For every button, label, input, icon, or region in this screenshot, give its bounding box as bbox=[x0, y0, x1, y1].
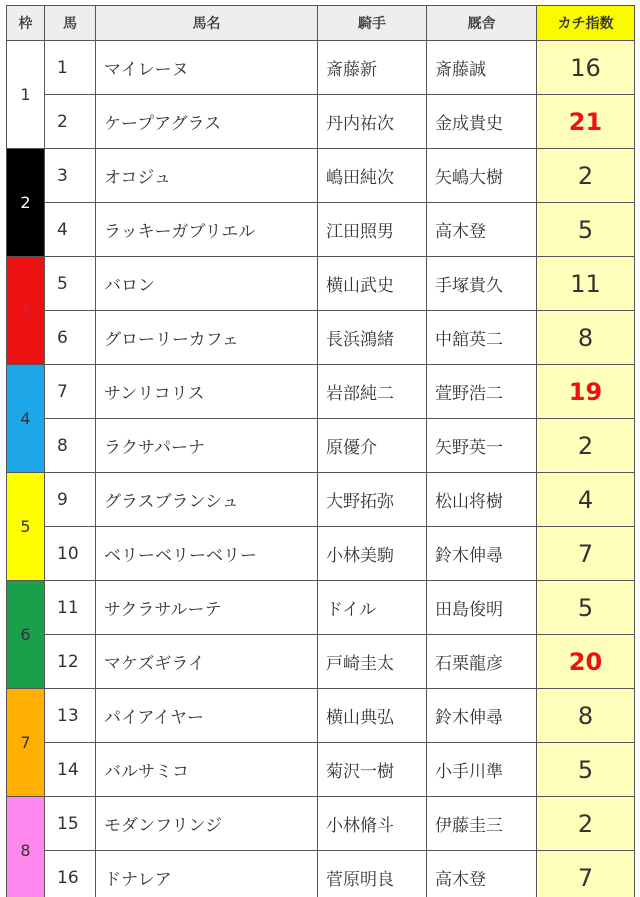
jockey-name: 小林脩斗 bbox=[318, 797, 427, 851]
jockey-name: 岩部純二 bbox=[318, 365, 427, 419]
kachi-index: 21 bbox=[537, 95, 635, 149]
waku-cell-2: 2 bbox=[7, 149, 45, 257]
horse-name: ラッキーガブリエル bbox=[96, 203, 318, 257]
kachi-index: 5 bbox=[537, 581, 635, 635]
kachi-index: 2 bbox=[537, 797, 635, 851]
horse-number: 8 bbox=[45, 419, 96, 473]
trainer-name: 石栗龍彦 bbox=[427, 635, 537, 689]
waku-cell-8: 8 bbox=[7, 797, 45, 897]
trainer-name: 小手川準 bbox=[427, 743, 537, 797]
jockey-name: 菊沢一樹 bbox=[318, 743, 427, 797]
entry-rows bbox=[7, 41, 635, 897]
table-row bbox=[7, 743, 635, 797]
trainer-name: 金成貴史 bbox=[427, 95, 537, 149]
jockey-name: 原優介 bbox=[318, 419, 427, 473]
horse-name: パイアイヤー bbox=[96, 689, 318, 743]
header-uma: 馬 bbox=[45, 6, 96, 41]
kachi-index: 5 bbox=[537, 743, 635, 797]
table-row bbox=[7, 635, 635, 689]
jockey-name: 丹内祐次 bbox=[318, 95, 427, 149]
jockey-name: 横山典弘 bbox=[318, 689, 427, 743]
trainer-name: 高木登 bbox=[427, 851, 537, 897]
kachi-index: 5 bbox=[537, 203, 635, 257]
horse-number: 4 bbox=[45, 203, 96, 257]
kachi-index: 2 bbox=[537, 419, 635, 473]
jockey-name: 戸崎圭太 bbox=[318, 635, 427, 689]
kachi-index: 2 bbox=[537, 149, 635, 203]
kachi-index: 7 bbox=[537, 527, 635, 581]
kachi-index: 7 bbox=[537, 851, 635, 897]
horse-name: ケープアグラス bbox=[96, 95, 318, 149]
jockey-name: 江田照男 bbox=[318, 203, 427, 257]
horse-name: グローリーカフェ bbox=[96, 311, 318, 365]
waku-cell-1: 1 bbox=[7, 41, 45, 149]
table-row bbox=[7, 365, 635, 419]
horse-number: 7 bbox=[45, 365, 96, 419]
horse-number: 16 bbox=[45, 851, 96, 897]
table-row bbox=[7, 689, 635, 743]
kachi-index: 11 bbox=[537, 257, 635, 311]
header-bamei: 馬名 bbox=[96, 6, 318, 41]
table-row bbox=[7, 797, 635, 851]
horse-name: マケズギライ bbox=[96, 635, 318, 689]
kachi-index: 16 bbox=[537, 41, 635, 95]
horse-number: 6 bbox=[45, 311, 96, 365]
horse-number: 15 bbox=[45, 797, 96, 851]
trainer-name: 田島俊明 bbox=[427, 581, 537, 635]
horse-name: グラスブランシュ bbox=[96, 473, 318, 527]
kachi-index: 19 bbox=[537, 365, 635, 419]
jockey-name: 斎藤新 bbox=[318, 41, 427, 95]
header-kishu: 騎手 bbox=[318, 6, 427, 41]
horse-name: サンリコリス bbox=[96, 365, 318, 419]
kachi-index: 20 bbox=[537, 635, 635, 689]
horse-name: サクラサルーテ bbox=[96, 581, 318, 635]
table-row bbox=[7, 311, 635, 365]
horse-number: 13 bbox=[45, 689, 96, 743]
trainer-name: 矢嶋大樹 bbox=[427, 149, 537, 203]
header-kachi: カチ指数 bbox=[537, 6, 635, 41]
table-row bbox=[7, 473, 635, 527]
table-row bbox=[7, 203, 635, 257]
trainer-name: 中舘英二 bbox=[427, 311, 537, 365]
waku-cell-6: 6 bbox=[7, 581, 45, 689]
horse-number: 9 bbox=[45, 473, 96, 527]
waku-cell-4: 4 bbox=[7, 365, 45, 473]
header-row bbox=[7, 6, 635, 41]
race-entry-table bbox=[6, 5, 635, 897]
waku-cell-7: 7 bbox=[7, 689, 45, 797]
trainer-name: 松山将樹 bbox=[427, 473, 537, 527]
horse-number: 10 bbox=[45, 527, 96, 581]
table-row bbox=[7, 527, 635, 581]
horse-number: 5 bbox=[45, 257, 96, 311]
table-row bbox=[7, 851, 635, 897]
jockey-name: 長浜鴻緒 bbox=[318, 311, 427, 365]
header-kyusha: 厩舎 bbox=[427, 6, 537, 41]
trainer-name: 手塚貴久 bbox=[427, 257, 537, 311]
jockey-name: 大野拓弥 bbox=[318, 473, 427, 527]
horse-number: 11 bbox=[45, 581, 96, 635]
table-row bbox=[7, 95, 635, 149]
horse-name: バルサミコ bbox=[96, 743, 318, 797]
jockey-name: 菅原明良 bbox=[318, 851, 427, 897]
trainer-name: 矢野英一 bbox=[427, 419, 537, 473]
jockey-name: 小林美駒 bbox=[318, 527, 427, 581]
horse-name: ドナレア bbox=[96, 851, 318, 897]
horse-name: ラクサパーナ bbox=[96, 419, 318, 473]
table-row bbox=[7, 149, 635, 203]
horse-name: マイレーヌ bbox=[96, 41, 318, 95]
table-row bbox=[7, 581, 635, 635]
header-waku: 枠 bbox=[7, 6, 45, 41]
horse-name: バロン bbox=[96, 257, 318, 311]
horse-name: モダンフリンジ bbox=[96, 797, 318, 851]
trainer-name: 鈴木伸尋 bbox=[427, 689, 537, 743]
trainer-name: 高木登 bbox=[427, 203, 537, 257]
trainer-name: 斎藤誠 bbox=[427, 41, 537, 95]
horse-name: オコジュ bbox=[96, 149, 318, 203]
horse-name: ベリーベリーベリー bbox=[96, 527, 318, 581]
waku-cell-3: 3 bbox=[7, 257, 45, 365]
horse-number: 12 bbox=[45, 635, 96, 689]
horse-number: 3 bbox=[45, 149, 96, 203]
horse-number: 14 bbox=[45, 743, 96, 797]
kachi-index: 4 bbox=[537, 473, 635, 527]
table-row bbox=[7, 257, 635, 311]
jockey-name: 嶋田純次 bbox=[318, 149, 427, 203]
waku-cell-5: 5 bbox=[7, 473, 45, 581]
table-row bbox=[7, 41, 635, 95]
horse-number: 2 bbox=[45, 95, 96, 149]
jockey-name: ドイル bbox=[318, 581, 427, 635]
table-row bbox=[7, 419, 635, 473]
trainer-name: 伊藤圭三 bbox=[427, 797, 537, 851]
trainer-name: 鈴木伸尋 bbox=[427, 527, 537, 581]
kachi-index: 8 bbox=[537, 689, 635, 743]
horse-number: 1 bbox=[45, 41, 96, 95]
kachi-index: 8 bbox=[537, 311, 635, 365]
jockey-name: 横山武史 bbox=[318, 257, 427, 311]
trainer-name: 萱野浩二 bbox=[427, 365, 537, 419]
